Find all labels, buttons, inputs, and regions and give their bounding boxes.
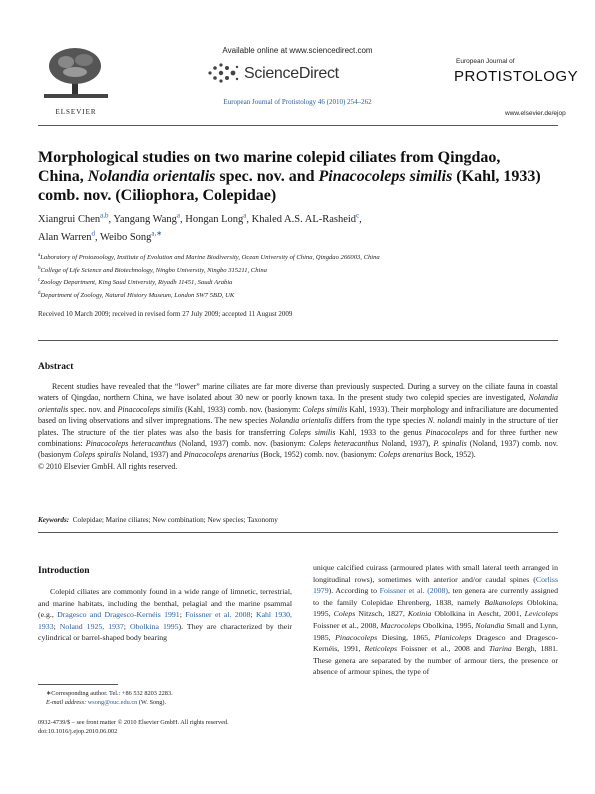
- footnote-divider: [38, 684, 118, 685]
- abstract-paragraph: Recent studies have revealed that the “lower” marine ciliates are far more diverse than previously suspected. During a survey on the ciliate fauna in coastal waters of Qingdao, northern China, we have isolated about 30 new or poorly known taxa. In the present study two colepid species are investigated, Nolandia orientalis spec. nov. and Pinacocoleps similis (Kahl, 1933) comb. nov. (basionym: Coleps similis Kahl, 1933). Their morphology and infraciliature are documented based on living observations and silver impregnations. The new species Nolandia orientalis differs from the type species N. nolandi mainly in the structure of tier plates. The structure of the tier plates was also the basis for transferring Coleps similis Kahl, 1933 to the genus Pinacocoleps and for three further new combinations: Pinacocoleps heteracanthus (Noland, 1937) comb. nov. (basionym: Coleps heteracanthus Noland, 1937), P. spinalis (Noland, 1937) comb. nov. (basionym Coleps spiralis Noland, 1937) and Pinacocoleps arenarius (Bock, 1952) comb. nov. (basionym: Coleps arenarius Bock, 1952).: [38, 382, 558, 460]
- title-line-1: Morphological studies on two marine colepid ciliates from Qingdao,: [38, 149, 501, 166]
- corresponding-author: ∗Corresponding author. Tel.: +86 532 8203 2283.: [46, 690, 173, 697]
- citation-link[interactable]: Obolkina 1995: [129, 621, 179, 631]
- available-online-text: Available online at www.sciencedirect.com: [222, 46, 373, 55]
- elsevier-logo: [38, 44, 114, 116]
- sciencedirect-logo[interactable]: [200, 58, 360, 88]
- journal-name-small: European Journal of: [456, 58, 515, 65]
- journal-name-large: PROTISTOLOGY: [454, 68, 579, 85]
- citation-link[interactable]: Kahl 1930, 1933: [38, 610, 292, 631]
- received-dates: Received 10 March 2009; received in revised form 27 July 2009; accepted 11 August 2009: [38, 310, 293, 318]
- author-list: [38, 208, 558, 245]
- author[interactable]: Khaled A.S. AL-Rasheid$^c$,: [251, 211, 362, 225]
- affiliation: $^d$Department of Zoology, Natural History Museum, London SW7 5BD, UK: [38, 291, 235, 300]
- abstract-divider: [38, 340, 558, 341]
- footer-info: [38, 718, 292, 736]
- article-title: [38, 148, 558, 205]
- journal-url[interactable]: www.elsevier.de/ejop: [505, 110, 566, 117]
- sciencedirect-wordmark: ScienceDirect: [244, 65, 339, 82]
- author[interactable]: Xiangrui Chen$^{a,b}$,: [38, 211, 114, 225]
- intro-left-column: [38, 586, 292, 644]
- abstract-heading: Abstract: [38, 362, 74, 372]
- author[interactable]: Weibo Song$^{a,∗}$: [100, 229, 163, 243]
- affiliation: $^b$College of Life Science and Biotechnology, Ningbo University, Ningbo 315211, China: [38, 265, 267, 274]
- affiliation: $^a$Laboratory of Protozoology, Institute of Evolution and Marine Biodiversity, Ocean University of China, Qingdao 266003, China: [38, 253, 380, 262]
- title-species-1: Nolandia orientalis: [87, 168, 216, 185]
- author[interactable]: Hongan Long$^a$,: [185, 211, 252, 225]
- elsevier-tree-icon: [38, 44, 114, 100]
- keywords-divider: [38, 532, 558, 533]
- issn-line: 0932-4739/$ – see front matter © 2010 Elsevier GmbH. All rights reserved.: [38, 719, 229, 726]
- title-line-3: comb. nov. (Ciliophora, Colepidae): [38, 187, 277, 204]
- journal-logo: [450, 56, 579, 96]
- header-divider: [38, 125, 558, 126]
- introduction-heading: Introduction: [38, 566, 90, 576]
- keywords: [38, 516, 558, 524]
- title-line-2a: China,: [38, 168, 88, 185]
- affiliation: $^c$Zoology Department, King Saud University, Riyadh 11451, Saudi Arabia: [38, 278, 233, 287]
- intro-paragraph: unique calcified cuirass (armoured plates with small lateral teeth arranged in longitudinal rows), sometimes with anterior and/or caudal spines (Corliss 1979). According to Foissner et al. (2008), ten genera are currently assigned to the family Colepidae Ehrenberg, 1838, namely Balkanoleps Oblokina, 1995, Coleps Nitzsch, 1827, Kotinia Oblolkina in Aescht, 2001, Levicoleps Foissner et al., 2008, Macrocoleps Obolkina, 1995, Nolandia Small and Lynn, 1985, Pinacocoleps Diesing, 1865, Planicoleps Dragesco and Dragesco-Kernéis, 1991, Reticoleps Foissner et al., 2008 and Tiarina Bergh, 1881. These genera are separated by the number of armour tiers, the presence or absence of armour spines, the type of: [313, 563, 559, 677]
- corresponding-author-note: [38, 689, 292, 707]
- elsevier-wordmark: ELSEVIER: [55, 108, 97, 116]
- abstract-copyright: © 2010 Elsevier GmbH. All rights reserved.: [38, 461, 178, 471]
- email-label: E-mail address:: [46, 699, 87, 707]
- affiliation-list: [38, 251, 558, 302]
- citation-link[interactable]: Dragesco and Dragesco-Kernéis 1991: [57, 610, 180, 620]
- email-link[interactable]: wsong@ouc.edu.cn: [87, 699, 138, 707]
- doi-line[interactable]: doi:10.1016/j.ejop.2010.06.002: [38, 728, 118, 736]
- intro-paragraph: Colepid ciliates are commonly found in a wide range of limnetic, terrestrial, and marine habitats, including the benthal, pelagial and the marine psammal (e.g., Dragesco and Dragesco-Kernéis 1991; Foissner et al. 2008; Kahl 1930, 1933; Noland 1925, 1937; Obolkina 1995). They are characterized by their cylindrical or barrel-shaped body bearing: [38, 587, 292, 643]
- keywords-list: Colepidae; Marine ciliates; New combination; New species; Taxonomy: [72, 516, 278, 524]
- abstract-body: [38, 381, 558, 472]
- author[interactable]: Alan Warren$^d$,: [38, 229, 101, 243]
- journal-citation[interactable]: European Journal of Protistology 46 (2010) 254–262: [223, 98, 372, 106]
- intro-right-column: [313, 562, 558, 678]
- email-suffix: (W. Song).: [137, 699, 167, 707]
- citation-link[interactable]: Foissner et al. 2008: [185, 610, 251, 620]
- keywords-label: Keywords:: [38, 516, 70, 524]
- citation-link[interactable]: Noland 1925, 1937: [59, 621, 124, 631]
- title-species-2: Pinacocoleps similis: [318, 168, 453, 185]
- title-line-2c: spec. nov. and: [215, 168, 319, 185]
- title-line-2e: (Kahl, 1933): [452, 168, 541, 185]
- sciencedirect-dots-icon: [206, 62, 240, 84]
- author[interactable]: Yangang Wang$^a$,: [113, 211, 186, 225]
- citation-link[interactable]: Corliss 1979: [313, 574, 558, 596]
- citation-link[interactable]: Foissner et al. (2008): [379, 586, 448, 596]
